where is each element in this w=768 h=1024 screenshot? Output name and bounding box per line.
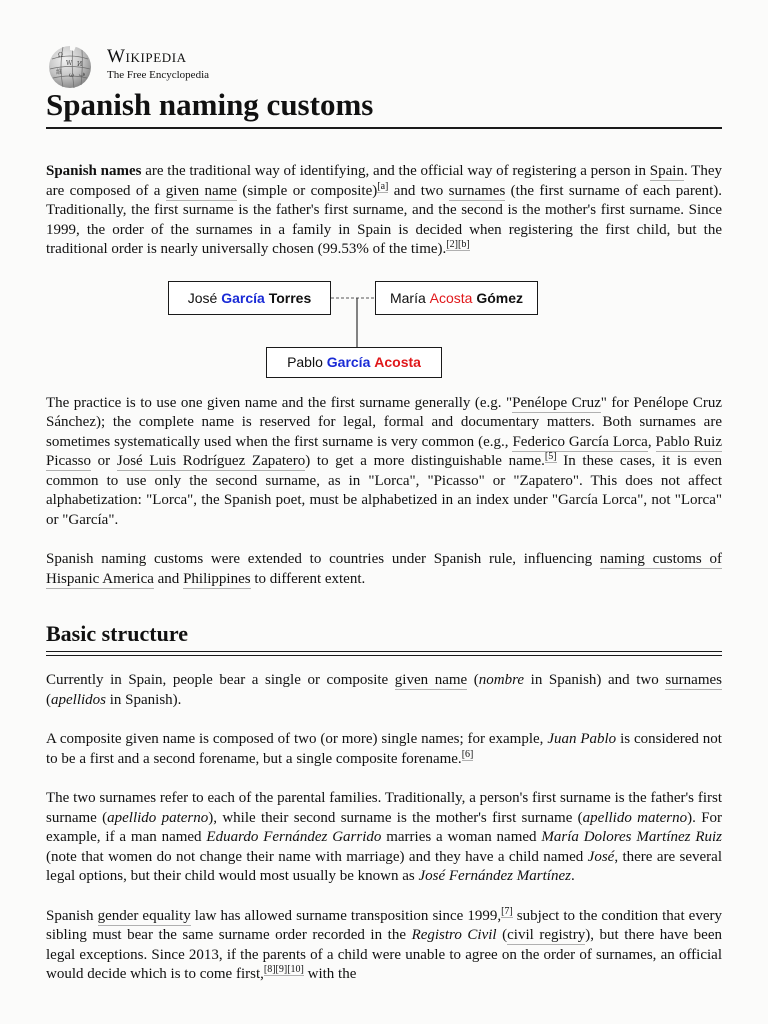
title-divider — [46, 127, 722, 129]
colonial-paragraph — [46, 550, 722, 589]
text-run: ) to get a more distinguishable name. — [305, 453, 545, 469]
text-run: A composite given name is composed of two (or more) single names; for example, — [46, 731, 548, 747]
text-run: ( — [496, 927, 508, 943]
father-name-box — [168, 281, 331, 315]
italic-term: José — [587, 848, 615, 865]
text-run: " for Penélope Cruz Sánchez); the complete name is reserved for legal, formal and documentary matters. Both surnames are sometimes systematically used when the first surname is very common (e.g., — [46, 394, 722, 450]
text-run: . They are composed of a — [46, 163, 723, 199]
composite-name-paragraph — [46, 730, 722, 769]
svg-text:И: И — [77, 61, 83, 68]
text-run: in Spanish). — [106, 691, 182, 708]
wiki-link[interactable]: Pablo Ruiz Picasso — [46, 433, 723, 469]
wiki-link[interactable]: Philippines — [183, 570, 251, 587]
text-run: , — [647, 433, 656, 450]
text-run: is considered not to be a first and a second forename, but a single composite forename. — [46, 731, 722, 767]
text-run: Spanish naming customs were extended to countries under Spanish rule, influencing — [46, 551, 600, 567]
svg-text:ω: ω — [69, 72, 74, 79]
text-run: ( — [46, 691, 51, 708]
lead-paragraph — [46, 162, 722, 260]
wiki-link[interactable]: civil registry — [507, 927, 586, 943]
text-run: (simple or composite) — [236, 182, 378, 199]
text-run: ( — [467, 672, 479, 688]
italic-term: nombre — [478, 672, 525, 688]
wordmark-tagline: The Free Encyclopedia — [107, 69, 210, 81]
mother-given-name: María — [389, 289, 426, 306]
paragraph-gap — [46, 887, 722, 907]
italic-term: María Dolores Martínez Ruiz — [541, 829, 723, 845]
text-run: ), while their second surname is the mother's first surname ( — [208, 809, 583, 826]
citation-link[interactable]: [2] — [446, 239, 458, 250]
text-run: The two surnames refer to each of the parental families. Traditionally, a person's first surname is the father's first surname ( — [46, 790, 722, 826]
text-run: (note that women do not change their name with marriage) and they have a child named — [46, 848, 588, 865]
child-second-surname: Acosta — [374, 354, 421, 370]
wiki-link[interactable]: surnames — [665, 672, 722, 688]
father-first-surname: García — [221, 289, 265, 306]
citation-link[interactable]: [6] — [461, 748, 474, 760]
svg-text:維: 維 — [56, 69, 63, 76]
text-run: are the traditional way of identifying, and the official way of registering a person in — [141, 163, 650, 179]
text-run: law has allowed surname transposition since 1999, — [190, 907, 502, 924]
text-run: Spanish — [46, 907, 98, 924]
section-heading-divider — [46, 651, 722, 656]
paragraph-gap — [46, 530, 722, 550]
wiki-link[interactable]: given name — [165, 182, 237, 199]
svg-text:Ω: Ω — [58, 52, 63, 59]
wikipedia-globe-icon[interactable] — [46, 43, 96, 89]
father-given-name: José — [187, 289, 218, 306]
father-second-surname: Torres — [268, 289, 312, 306]
wiki-link[interactable]: Spain — [649, 163, 684, 179]
wiki-link[interactable]: Penélope Cruz — [512, 394, 601, 411]
wiki-link[interactable]: gender equality — [97, 907, 191, 924]
paragraph-gap — [46, 710, 722, 730]
text-run: ), but there have been legal exceptions. Since 2013, if the parents of a child were unable to agree on the order of surnames, an official would decide which is to come first, — [46, 927, 722, 982]
parental-surnames-paragraph — [46, 789, 722, 887]
wiki-link[interactable]: given name — [394, 672, 468, 688]
citation-link[interactable]: [8] — [263, 964, 276, 975]
citation-link[interactable]: [b] — [457, 239, 470, 250]
section-heading-basic-structure: Basic structure — [46, 621, 188, 646]
article-body — [46, 162, 722, 985]
wordmark-title: Wikipedia — [107, 46, 187, 67]
paragraph-gap — [46, 769, 722, 789]
text-run: subject to the condition that every sibling must bear the same surname order recorded in the — [46, 907, 722, 943]
citation-link[interactable]: [9] — [275, 964, 288, 975]
page-title: Spanish naming customs — [46, 87, 374, 122]
transposition-paragraph — [46, 907, 722, 985]
bold-term: Spanish names — [46, 163, 142, 179]
svg-text:W: W — [66, 60, 73, 67]
italic-term: José Fernández Martínez — [418, 868, 571, 884]
usage-paragraph — [46, 394, 722, 531]
text-run: marries a woman named — [381, 829, 542, 845]
text-run: with the — [303, 966, 357, 982]
italic-term: apellidos — [51, 691, 106, 708]
child-given-name: Pablo — [287, 354, 323, 370]
text-run: ). For example, if a man named — [46, 809, 723, 845]
text-run: to different extent. — [250, 570, 366, 587]
text-run: In these cases, it is even common to use only the second surname, as in "Lorca", "Picasso" or "Zapatero". This does not affect alphabetization: "Lorca", the Spanish poet, must be alphabetized in an index under "García Lorca", not "Lorca" or "García". — [46, 453, 723, 528]
wiki-link[interactable]: José Luis Rodríguez Zapatero — [116, 453, 306, 469]
citation-link[interactable]: [5] — [544, 451, 557, 462]
italic-term: apellido materno — [582, 809, 688, 826]
text-run: , there are several legal options, but their child would most usually be known as — [46, 848, 722, 884]
svg-text:ف: ف — [79, 71, 86, 78]
text-run: in Spanish) and two — [524, 672, 666, 688]
wiki-link[interactable]: Federico García Lorca — [512, 433, 648, 450]
naming-diagram — [46, 280, 722, 380]
italic-term: Registro Civil — [411, 927, 497, 943]
text-run: The practice is to use one given name and the first surname generally (e.g. " — [46, 394, 513, 411]
italic-term: Eduardo Fernández Garrido — [206, 829, 382, 845]
child-first-surname: García — [326, 354, 371, 370]
wikipedia-wordmark[interactable] — [107, 47, 209, 82]
citation-link[interactable]: [a] — [377, 180, 389, 192]
citation-link[interactable]: [10] — [287, 964, 304, 975]
child-name-box — [266, 347, 442, 378]
mother-name-box — [375, 281, 538, 315]
text-run: Currently in Spain, people bear a single or composite — [46, 672, 395, 688]
text-run: . — [570, 868, 575, 884]
mother-second-surname: Gómez — [476, 289, 524, 306]
text-run: and two — [388, 182, 449, 199]
citation-link[interactable]: [7] — [501, 905, 513, 917]
wiki-link[interactable]: surnames — [448, 182, 506, 199]
text-run: (the first surname of each parent). Traditionally, the first surname is the father's first surname, and the second is the mother's first surname. Since 1999, the order of the surnames in a family in Spain is decided when registering the first child, but the traditional order is nearly universally chosen (99.53% of the time). — [46, 182, 722, 257]
mother-first-surname: Acosta — [429, 289, 473, 306]
italic-term: apellido paterno — [107, 809, 209, 826]
text-run: and — [153, 570, 184, 587]
italic-term: Juan Pablo — [547, 731, 617, 747]
structure-paragraph — [46, 671, 722, 710]
wiki-link[interactable]: naming customs of Hispanic America — [46, 551, 723, 587]
text-run: or — [91, 453, 117, 469]
